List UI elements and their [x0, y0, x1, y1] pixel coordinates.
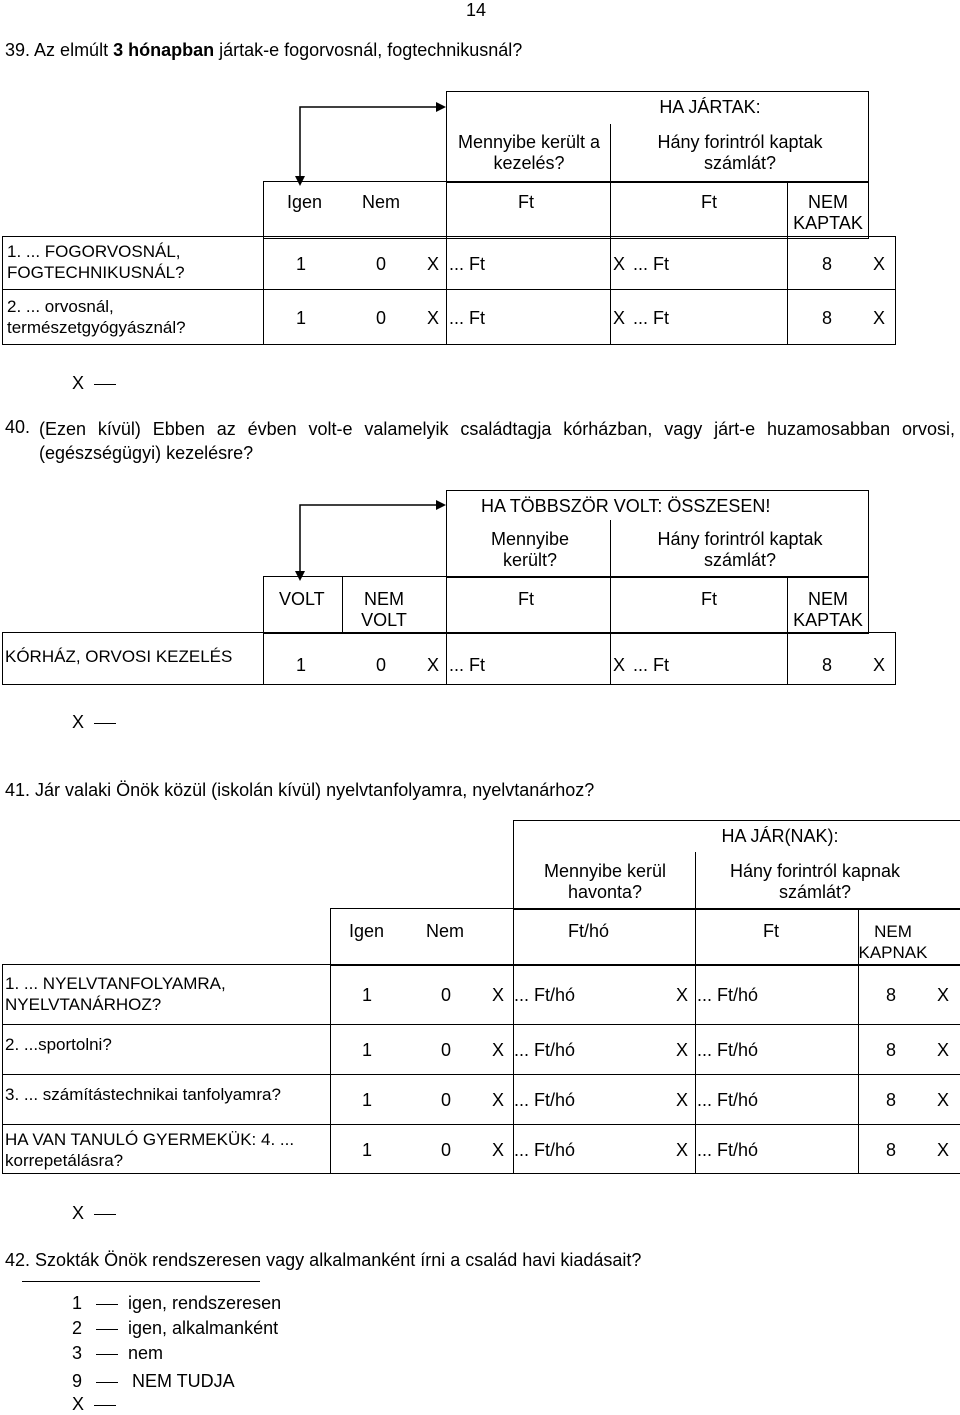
q41-row-2-x1[interactable]: X [492, 1040, 505, 1060]
q41-fth-header: Ft/hó [568, 921, 610, 941]
q41-ft-header: Ft [763, 921, 779, 941]
q41-question [5, 780, 594, 801]
q41-row-divider-2 [2, 1074, 960, 1075]
q39-text-bold: 3 hónapban [113, 40, 215, 60]
q41-row-3-x3[interactable]: X [937, 1090, 950, 1110]
q39-row-2-label: 2. ... orvosnál, természetgyógyásznál? [7, 297, 186, 337]
q39-text-2: jártak-e fogorvosnál, fogtechnikusnál? [219, 40, 523, 60]
q40-volt-header: VOLT [279, 589, 325, 609]
q41-row-3-amount-invoice[interactable]: ... Ft/hó [697, 1090, 759, 1110]
q40-number: 40. [5, 417, 31, 437]
q41-row-4-yes[interactable]: 1 [362, 1140, 373, 1160]
q41-row-4-label: HA VAN TANULÓ GYERMEKÜK: 4. ... korrepetálásra? [5, 1130, 295, 1170]
q41-row-2-amount-cost[interactable]: ... Ft/hó [514, 1040, 576, 1060]
q40-nemvolt-header: NEM VOLT [361, 589, 407, 630]
q39-row-1-no[interactable]: 0 [376, 254, 387, 274]
q41-igen-header: Igen [349, 921, 385, 941]
q39-number: 39. [5, 40, 31, 60]
q41-row-4-nemkapnak[interactable]: 8 [886, 1140, 897, 1160]
q39-row-1-amount-cost[interactable]: ... Ft [449, 254, 485, 274]
q41-row-1-amount-cost[interactable]: ... Ft/hó [514, 985, 576, 1005]
q39-row-2-x1[interactable]: X [427, 308, 440, 328]
q39-row-1-label: 1. ... FOGORVOSNÁL, FOGTECHNIKUSNÁL? [7, 242, 185, 282]
q41-row-4-amount-invoice[interactable]: ... Ft/hó [697, 1140, 759, 1160]
q40-row-x3[interactable]: X [873, 655, 886, 675]
q41-nemkapnak-header: NEM KAPNAK [858, 922, 928, 962]
q39-row-1-nemkaptak[interactable]: 8 [822, 254, 833, 274]
q40-row-x2[interactable]: X [613, 655, 626, 675]
q41-row-2-amount-invoice[interactable]: ... Ft/hó [697, 1040, 759, 1060]
q41-row-3-x2[interactable]: X [676, 1090, 689, 1110]
q40-ft-header-1: Ft [518, 589, 534, 609]
q39-igen-header: Igen [287, 192, 323, 212]
q40-row-amount-cost[interactable]: ... Ft [449, 655, 485, 675]
q40-ft-header-2: Ft [701, 589, 717, 609]
q40-row-no[interactable]: 0 [376, 655, 387, 675]
q40-skip-marker: X [72, 712, 116, 733]
q39-row-1-x1[interactable]: X [427, 254, 440, 274]
q41-row-1-x2[interactable]: X [676, 985, 689, 1005]
q41-row-4-x1[interactable]: X [492, 1140, 505, 1160]
q39-row-1-x3[interactable]: X [873, 254, 886, 274]
q41-invoice-header: Hány forintról kapnak számlát? [729, 861, 901, 902]
q39-invoice-header: Hány forintról kaptak számlát? [657, 132, 823, 173]
q39-row-1-x2[interactable]: X [613, 254, 626, 274]
q40-cost-header: Mennyibe került? [490, 529, 570, 570]
q41-row-1-no[interactable]: 0 [441, 985, 452, 1005]
q40-invoice-header: Hány forintról kaptak számlát? [657, 529, 823, 570]
q42-option-2-code: 2 [72, 1318, 83, 1338]
q39-text-1: Az elmúlt [34, 40, 109, 60]
q39-ha-label: HA JÁRTAK: [659, 97, 761, 117]
q42-skip-marker: X [72, 1394, 116, 1415]
q41-nem-header: Nem [426, 921, 465, 941]
q41-skip-marker: X [72, 1203, 116, 1224]
q41-row-3-yes[interactable]: 1 [362, 1090, 373, 1110]
q41-row-2-nemkapnak[interactable]: 8 [886, 1040, 897, 1060]
q41-row-3-no[interactable]: 0 [441, 1090, 452, 1110]
q41-row-3-label: 3. ... számítástechnikai tanfolyamra? [5, 1085, 281, 1104]
q40-row-yes[interactable]: 1 [296, 655, 307, 675]
q39-ft-header-1: Ft [518, 192, 534, 212]
q40-nemkaptak-header: NEM KAPTAK [793, 589, 863, 630]
q41-row-4-amount-cost[interactable]: ... Ft/hó [514, 1140, 576, 1160]
q41-row-4-no[interactable]: 0 [441, 1140, 452, 1160]
q42-option-3-label: nem [128, 1343, 164, 1363]
q42-option-9-label: NEM TUDJA [132, 1371, 235, 1391]
q40-ha-label: HA TÖBBSZÖR VOLT: ÖSSZESEN! [481, 496, 771, 516]
q41-row-3-nemkapnak[interactable]: 8 [886, 1090, 897, 1110]
q41-row-1-x3[interactable]: X [937, 985, 950, 1005]
q41-row-3-x1[interactable]: X [492, 1090, 505, 1110]
q39-row-2-amount-invoice[interactable]: ... Ft [633, 308, 669, 328]
q42-option-1-label: igen, rendszeresen [128, 1293, 282, 1313]
q41-header-divider [695, 852, 696, 910]
q41-row-1-nemkapnak[interactable]: 8 [886, 985, 897, 1005]
q41-row-1-x1[interactable]: X [492, 985, 505, 1005]
q42-option-1[interactable] [72, 1293, 281, 1314]
q42-number: 42. [5, 1250, 31, 1270]
q41-row-4-x3[interactable]: X [937, 1140, 950, 1160]
q39-nem-header: Nem [362, 192, 401, 212]
q39-row-2-nemkaptak[interactable]: 8 [822, 308, 833, 328]
q39-skip-marker: X [72, 373, 116, 394]
q39-row-2-yes[interactable]: 1 [296, 308, 307, 328]
q39-row-1-amount-invoice[interactable]: ... Ft [633, 254, 669, 274]
q42-option-9[interactable] [72, 1371, 235, 1392]
q41-row-2-no[interactable]: 0 [441, 1040, 452, 1060]
q41-row-2-x2[interactable]: X [676, 1040, 689, 1060]
q42-option-1-code: 1 [72, 1293, 83, 1313]
q41-row-2-yes[interactable]: 1 [362, 1040, 373, 1060]
q42-option-2-label: igen, alkalmanként [128, 1318, 279, 1338]
q39-row-2-amount-cost[interactable]: ... Ft [449, 308, 485, 328]
q41-row-divider-3 [2, 1124, 960, 1125]
q41-row-divider-1 [2, 1024, 960, 1025]
q39-row-2-x2[interactable]: X [613, 308, 626, 328]
q42-option-9-code: 9 [72, 1371, 83, 1391]
q41-row-4-x2[interactable]: X [676, 1140, 689, 1160]
q41-row-1-label: 1. ... NYELVTANFOLYAMRA, NYELVTANÁRHOZ? [5, 974, 226, 1014]
page-number: 14 [466, 0, 487, 20]
q39-nemkaptak-header: NEM KAPTAK [793, 192, 863, 233]
q42-option-2[interactable] [72, 1318, 278, 1339]
q39-ft-header-2: Ft [701, 192, 717, 212]
q41-row-3-amount-cost[interactable]: ... Ft/hó [514, 1090, 576, 1110]
q39-row-2-x3[interactable]: X [873, 308, 886, 328]
q41-cost-header: Mennyibe kerül havonta? [543, 861, 667, 902]
q40-text: (Ezen kívül) Ebben az évben volt-e valamelyik családtagja kórházban, vagy járt-e huzamosabban orvosi, (egészségügyi) kezelésre? [39, 419, 955, 463]
q42-option-3[interactable] [72, 1343, 163, 1364]
q40-row-x1[interactable]: X [427, 655, 440, 675]
q40-row-nemkaptak[interactable]: 8 [822, 655, 833, 675]
q40-row-label: KÓRHÁZ, ORVOSI KEZELÉS [5, 647, 233, 666]
q41-row-1-amount-invoice[interactable]: ... Ft/hó [697, 985, 759, 1005]
q39-row-1-yes[interactable]: 1 [296, 254, 307, 274]
q41-text: Jár valaki Önök közül (iskolán kívül) nyelvtanfolyamra, nyelvtanárhoz? [35, 780, 595, 800]
q42-question [5, 1250, 641, 1271]
q42-option-3-code: 3 [72, 1343, 83, 1363]
q40-row-amount-invoice[interactable]: ... Ft [633, 655, 669, 675]
q39-cost-header: Mennyibe került a kezelés? [457, 132, 601, 173]
q41-row-2-label: 2. ...sportolni? [5, 1035, 112, 1054]
q41-ha-label: HA JÁR(NAK): [721, 826, 839, 846]
q41-row-1-yes[interactable]: 1 [362, 985, 373, 1005]
q42-text: Szokták Önök rendszeresen vagy alkalmanként írni a család havi kiadásait? [35, 1250, 642, 1270]
q41-row-2-x3[interactable]: X [937, 1040, 950, 1060]
q42-underline [22, 1281, 260, 1282]
q41-number: 41. [5, 780, 31, 800]
q39-row-2-no[interactable]: 0 [376, 308, 387, 328]
